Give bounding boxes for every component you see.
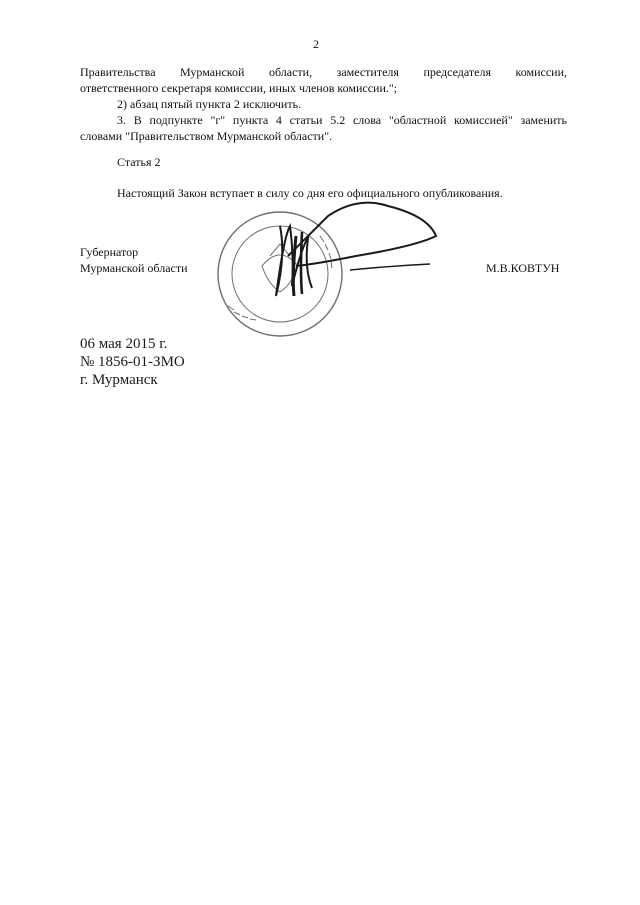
paragraph-2: 2) абзац пятый пункта 2 исключить. — [117, 97, 302, 111]
signatory-name: М.В.КОВТУН — [486, 261, 560, 275]
signatory-title-line-1: Губернатор — [80, 245, 139, 259]
seal-and-signature-image — [200, 196, 460, 346]
paragraph-3-line-2: словами "Правительством Мурманской области". — [80, 129, 333, 143]
article-heading: Статья 2 — [117, 155, 161, 169]
paragraph-1-line-2: ответственного секретаря комиссии, иных членов комиссии."; — [80, 81, 398, 95]
footer-law-number: № 1856-01-ЗМО — [80, 354, 185, 370]
signatory-title-line-2: Мурманской области — [80, 261, 188, 275]
footer-date: 06 мая 2015 г. — [80, 336, 168, 352]
paragraph-3-line-1: 3. В подпункте "г" пункта 4 статьи 5.2 слова "областной комиссией" заменить — [117, 113, 567, 127]
page-number: 2 — [313, 37, 319, 51]
paragraph-1-line-1: Правительства Мурманской области, заместителя председателя комиссии, — [80, 65, 567, 79]
handwritten-signature — [276, 203, 436, 296]
article-text: Настоящий Закон вступает в силу со дня его официального опубликования. — [117, 186, 503, 200]
footer-city: г. Мурманск — [80, 372, 158, 388]
